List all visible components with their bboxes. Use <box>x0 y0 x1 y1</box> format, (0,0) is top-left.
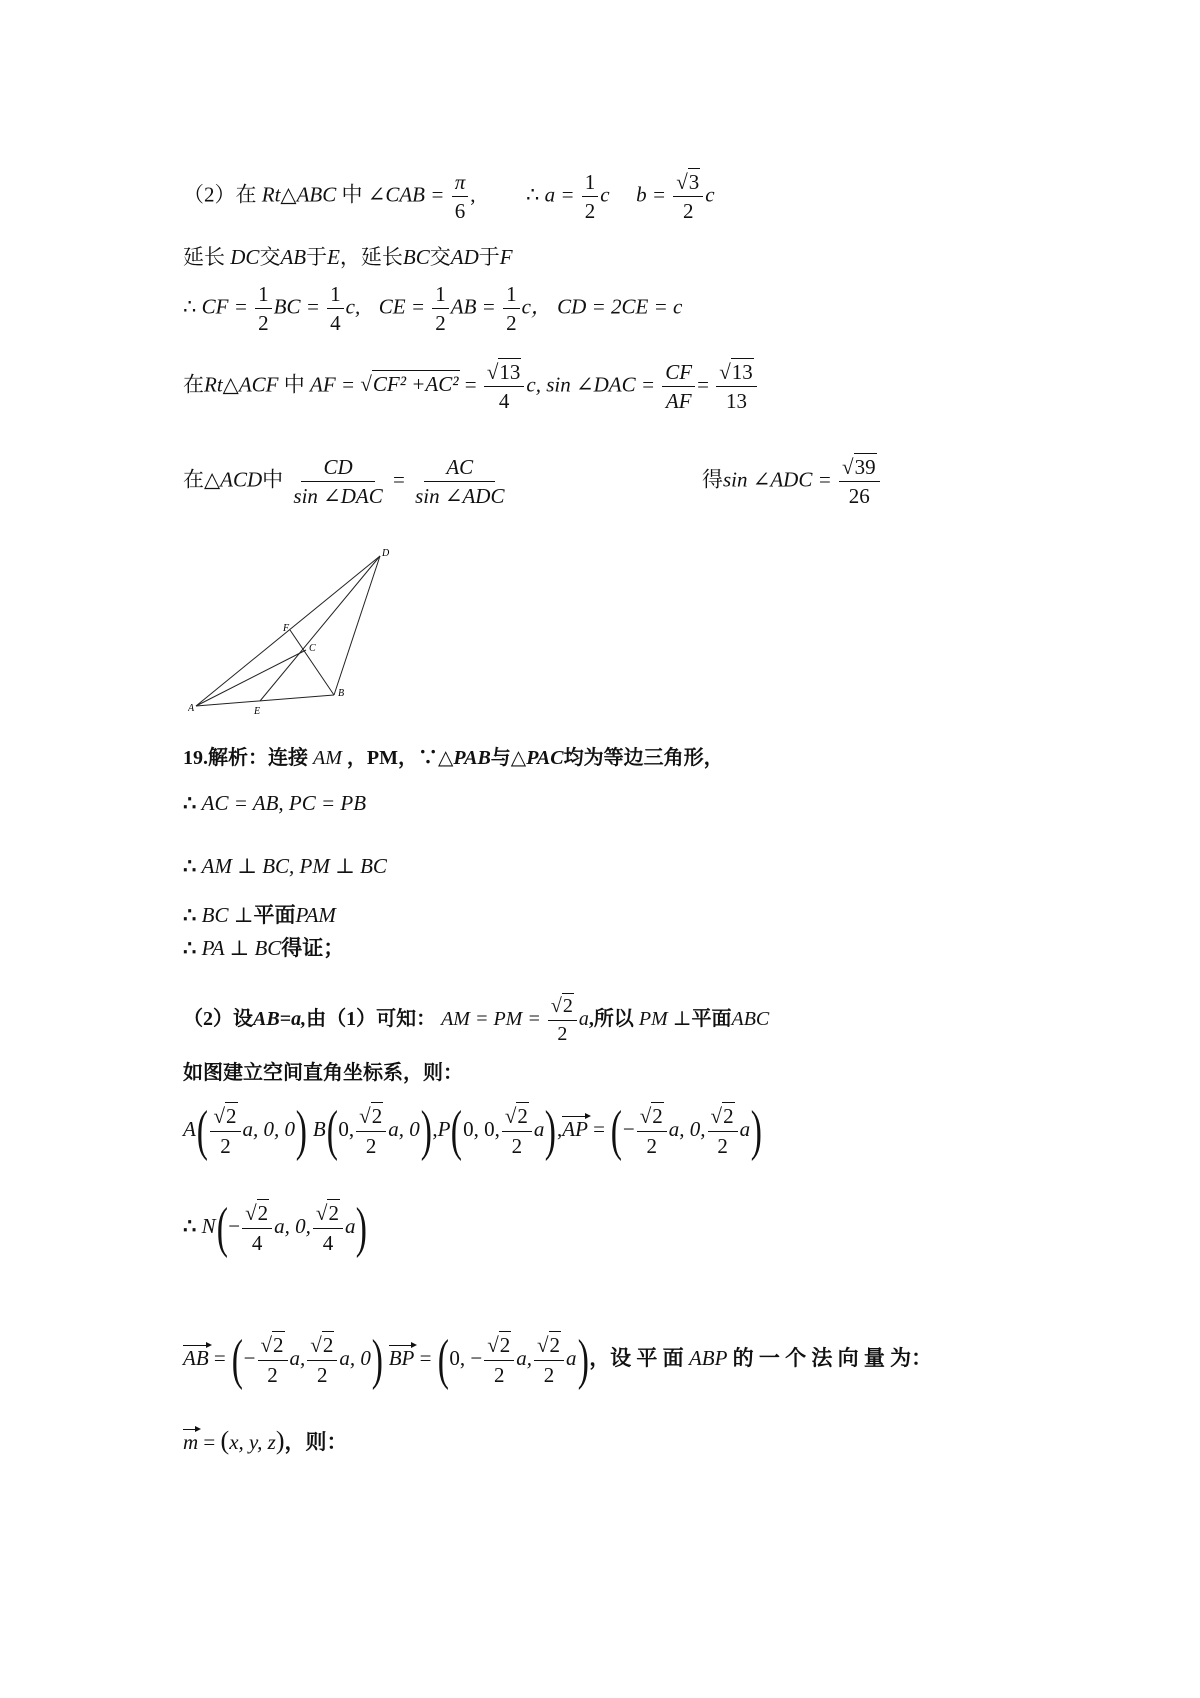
vector-ab: AB <box>183 1345 209 1370</box>
text: 2 <box>652 1104 663 1129</box>
line-ac-ab <box>183 793 366 814</box>
text: 2 <box>365 1133 377 1158</box>
text: CD = 2CE = c <box>557 294 683 319</box>
text: 中 <box>262 467 284 492</box>
sqrt: √2 <box>213 1104 237 1129</box>
text: CF = <box>201 294 248 319</box>
text: − <box>622 1116 635 1141</box>
line-coordinates: A( $\frac{√2}{2}$ a, 0, 0) B(0, $\frac{√2}{2}$ a, 0),P(0, 0, $\frac{√2}{2}$ a),AP = (− $\frac{√2}{2}$ a, 0, $\frac{√2}{2}$ a) <box>183 1100 763 1162</box>
text: 13 <box>499 360 521 384</box>
label-d: D <box>382 548 390 559</box>
line-bc-plane <box>183 905 336 926</box>
text: = <box>203 1430 216 1454</box>
fraction <box>356 1104 386 1157</box>
sqrt: √13 <box>486 360 521 384</box>
text: ∴ <box>183 1213 197 1238</box>
fraction <box>673 170 703 223</box>
text: ，则： <box>284 1430 348 1454</box>
fraction <box>662 360 695 413</box>
text: 2 <box>220 1133 231 1158</box>
text: = <box>393 467 405 492</box>
sqrt: √2 <box>504 1104 528 1129</box>
text: Rt <box>204 372 223 397</box>
fraction <box>484 360 525 413</box>
text: F <box>499 245 513 269</box>
text: 2 <box>543 1362 555 1387</box>
text: c <box>600 182 610 207</box>
label-f: F <box>283 623 290 634</box>
text: ∴ <box>183 903 197 927</box>
fraction <box>242 1201 272 1254</box>
text: 得证； <box>281 936 345 960</box>
text: ACF <box>238 372 279 397</box>
fraction <box>708 1104 738 1157</box>
line-m-vector: m = (x, y, z)，则： <box>183 1426 348 1455</box>
line-pa-perp <box>183 938 344 959</box>
fraction <box>210 1104 240 1157</box>
text: π <box>452 170 469 197</box>
text: 2 <box>258 311 269 336</box>
text: 0, − <box>449 1345 483 1370</box>
text: = <box>419 1345 432 1370</box>
text: 2 <box>328 1201 339 1226</box>
text: ，设 平 面 <box>589 1345 684 1370</box>
text: AF = <box>310 372 356 397</box>
text: 2 <box>506 311 517 336</box>
text: 0, <box>338 1116 355 1141</box>
text: 平面 <box>253 903 296 927</box>
text: N <box>201 1213 216 1238</box>
line-result <box>702 455 882 508</box>
line-ab <box>196 695 334 706</box>
text: 26 <box>848 484 870 509</box>
text: 2 <box>717 1133 728 1158</box>
vector-bp: BP <box>388 1345 415 1370</box>
text: = <box>593 1116 606 1141</box>
fraction <box>582 170 599 223</box>
text: ,所以 <box>588 1008 634 1031</box>
label-b: B <box>338 688 345 699</box>
text: = <box>697 372 709 397</box>
text: △ <box>280 182 297 207</box>
sqrt: √2 <box>537 1333 561 1358</box>
sqrt: √2 <box>310 1333 334 1358</box>
text: Rt <box>261 182 281 207</box>
text: AM ⊥ BC, PM ⊥ BC <box>201 854 387 878</box>
text: a, 0, 0 <box>242 1116 296 1141</box>
text: ACD <box>220 467 263 492</box>
text: CD <box>301 455 374 482</box>
text: B <box>312 1116 326 1141</box>
fraction <box>255 282 272 335</box>
text: 2 <box>499 1333 511 1358</box>
text: E <box>327 245 340 269</box>
line-q19 <box>183 748 724 768</box>
text: x, y, z <box>229 1430 276 1454</box>
text: AM <box>313 747 342 769</box>
line-cf-ce <box>183 282 682 335</box>
line-coord-system <box>183 1063 463 1083</box>
text: a, <box>289 1345 306 1370</box>
text: 4 <box>498 389 510 414</box>
text: 中 <box>341 182 363 207</box>
text: AB <box>280 245 307 269</box>
text: 平面 <box>691 1008 732 1031</box>
text: 均为等边三角形， <box>563 747 724 769</box>
text: 2 <box>517 1104 528 1129</box>
text: 于 <box>306 245 328 269</box>
text: = <box>213 1345 226 1370</box>
sqrt: √39 <box>842 455 876 479</box>
text: a, <box>516 1345 532 1370</box>
fraction <box>484 1333 514 1386</box>
line-part2-heading <box>183 170 715 223</box>
line-ed <box>260 556 380 701</box>
text: 2 <box>322 1333 334 1358</box>
fraction <box>839 455 880 508</box>
fraction <box>502 1104 532 1157</box>
sqrt: √3 <box>676 170 700 194</box>
text: DC <box>230 245 260 269</box>
text: PAM <box>295 903 336 927</box>
sqrt: √2 <box>710 1104 734 1129</box>
fraction <box>548 995 577 1046</box>
text: 0, 0, <box>463 1116 500 1141</box>
text: △ <box>204 467 221 492</box>
text: ABC <box>731 1008 770 1031</box>
text: ABC <box>296 182 337 207</box>
text: ，延长 <box>339 245 403 269</box>
text: 2 <box>267 1362 278 1387</box>
line-bd <box>334 556 380 695</box>
text: 由（1）可知： <box>306 1008 437 1031</box>
text: a <box>739 1116 751 1141</box>
text: 1 <box>327 282 344 309</box>
text: sin ∠DAC <box>293 484 383 509</box>
text: 19.解析：连接 <box>183 747 308 769</box>
triangle-figure <box>188 548 398 718</box>
text: PM ⊥ <box>638 1008 692 1031</box>
text: 6 <box>454 199 466 224</box>
text: 延长 <box>183 245 225 269</box>
fraction <box>637 1104 667 1157</box>
fraction <box>716 360 757 413</box>
text: = <box>464 372 477 397</box>
text: a <box>578 1008 589 1031</box>
text: ∴ <box>525 182 540 207</box>
fraction <box>313 1201 343 1254</box>
text: sin ∠ADC = <box>723 467 832 492</box>
text: 2 <box>557 1023 568 1045</box>
text: c, <box>345 294 361 319</box>
text: 1 <box>503 282 520 309</box>
text: PAB <box>453 747 491 769</box>
fraction <box>412 455 507 508</box>
text: ∠CAB = <box>367 182 445 207</box>
text: △ <box>222 372 239 397</box>
sqrt: √2 <box>550 995 573 1017</box>
text: ∴ <box>183 294 197 319</box>
text: a <box>533 1116 545 1141</box>
text: c <box>705 182 715 207</box>
fraction <box>452 170 469 223</box>
fraction <box>258 1333 288 1386</box>
text: a <box>566 1345 577 1370</box>
sqrt: √13 <box>719 360 753 384</box>
sqrt: √2 <box>315 1201 339 1226</box>
text: 2 <box>493 1362 505 1387</box>
line-fb <box>290 630 334 695</box>
line-acf: 在Rt△ACF 中 AF = √CF² +AC² = $\frac{√13}{4}$ c, sin ∠DAC = $\frac{CF}{AF}$ = $\frac{√13}{13}$ <box>183 360 759 413</box>
fraction <box>534 1333 564 1386</box>
text: − <box>243 1345 256 1370</box>
text: − <box>228 1213 241 1238</box>
text: 2 <box>562 995 573 1017</box>
fraction <box>432 282 449 335</box>
text: 4 <box>322 1230 334 1255</box>
text: 1 <box>255 282 272 309</box>
text: 于 <box>478 245 500 269</box>
text: 13 <box>731 360 753 384</box>
text: a, 0, <box>274 1213 311 1238</box>
label-e: E <box>254 706 261 717</box>
text: 的 一 个 法 向 量 为： <box>732 1345 933 1370</box>
text: PA ⊥ BC <box>201 936 282 960</box>
line-vectors: AB = (− $\frac{√2}{2}$ a, $\frac{√2}{2}$ a, 0) BP = (0, − $\frac{√2}{2}$ a, $\frac{√2}{2}$ a)，设 平 面 ABP 的 一 个 法 向 量 为： <box>183 1329 933 1391</box>
vector-m: m <box>183 1430 199 1454</box>
text: AD <box>450 245 479 269</box>
text: BC ⊥ <box>201 903 254 927</box>
text: 4 <box>251 1230 263 1255</box>
text: 2 <box>371 1104 383 1129</box>
text: 2 <box>226 1104 237 1129</box>
sqrt: √2 <box>639 1104 663 1129</box>
text: 2 <box>584 199 596 224</box>
text: BC <box>402 245 430 269</box>
fraction <box>290 455 385 508</box>
fraction <box>307 1333 337 1386</box>
text: 3 <box>688 170 700 194</box>
line-part2-q19 <box>183 995 769 1046</box>
text: 交 <box>259 245 281 269</box>
fraction <box>503 282 520 335</box>
text: 39 <box>854 455 876 479</box>
text: AB=a, <box>253 1008 307 1031</box>
text: , <box>432 1116 438 1141</box>
text: AM = PM = <box>441 1008 541 1031</box>
text: P <box>437 1116 451 1141</box>
text: c， <box>521 294 552 319</box>
text: a <box>344 1213 356 1238</box>
text: 4 <box>330 311 341 336</box>
text: AC <box>424 455 495 482</box>
line-n: ∴ N(− $\frac{√2}{4}$ a, 0, $\frac{√2}{4}$ a) <box>183 1197 368 1259</box>
text: 2 <box>511 1133 523 1158</box>
sqrt: √CF² +AC² <box>360 372 459 397</box>
text: 2 <box>723 1104 734 1129</box>
text: 2 <box>273 1333 284 1358</box>
text: ABP <box>688 1345 728 1370</box>
line-am-perp <box>183 856 387 877</box>
text: CE = <box>378 294 425 319</box>
text: 交 <box>429 245 451 269</box>
text: 中 <box>283 372 305 397</box>
sqrt: √2 <box>260 1333 284 1358</box>
text: a, 0, <box>668 1116 706 1141</box>
sqrt: √2 <box>359 1104 383 1129</box>
text: a, 0 <box>388 1116 420 1141</box>
fraction <box>327 282 344 335</box>
text: a = <box>544 182 575 207</box>
text: ∴ <box>183 854 197 878</box>
label-a: A <box>188 703 195 714</box>
text: c, sin ∠DAC = <box>526 372 656 397</box>
text: 2 <box>435 311 446 336</box>
line-acd: 在△ACD中 $\frac{CD}{\text{sin ∠DAC}}$ = $\frac{AC}{\text{sin ∠ADC}}$ <box>183 455 509 508</box>
sqrt: √2 <box>487 1333 511 1358</box>
text: a, 0 <box>339 1345 371 1370</box>
text: A <box>183 1116 196 1141</box>
text: 与△ <box>490 747 527 769</box>
text: （2）在 <box>183 182 257 207</box>
text: 2 <box>257 1201 269 1226</box>
text: ∴ <box>183 791 197 815</box>
line-extend <box>183 247 513 268</box>
text: 2 <box>317 1362 328 1387</box>
text: AC = AB, PC = PB <box>201 791 367 815</box>
text: ∴ <box>183 936 197 960</box>
text: , <box>557 1116 563 1141</box>
text: 13 <box>725 389 747 414</box>
text: , <box>470 182 476 207</box>
text: sin ∠ADC <box>415 484 505 509</box>
text: b = <box>636 182 667 207</box>
text: 2 <box>646 1133 658 1158</box>
text: CF² +AC² <box>372 372 459 397</box>
text: 2 <box>549 1333 561 1358</box>
sqrt: √2 <box>245 1201 269 1226</box>
text: 如图建立空间直角坐标系，则： <box>183 1062 463 1084</box>
text: PAC <box>526 747 564 769</box>
vector-ap: AP <box>562 1116 588 1141</box>
text: AF <box>665 389 692 414</box>
text: 1 <box>432 282 449 309</box>
label-c: C <box>309 643 316 654</box>
line-ac <box>196 650 306 706</box>
text: AB = <box>450 294 496 319</box>
text: BC = <box>273 294 320 319</box>
text: 得 <box>702 467 723 492</box>
text: ，PM，∵△ <box>346 747 454 769</box>
text: 1 <box>582 170 599 197</box>
text: CF <box>662 360 695 387</box>
text: （2）设 <box>183 1008 253 1031</box>
text: 2 <box>683 199 694 224</box>
